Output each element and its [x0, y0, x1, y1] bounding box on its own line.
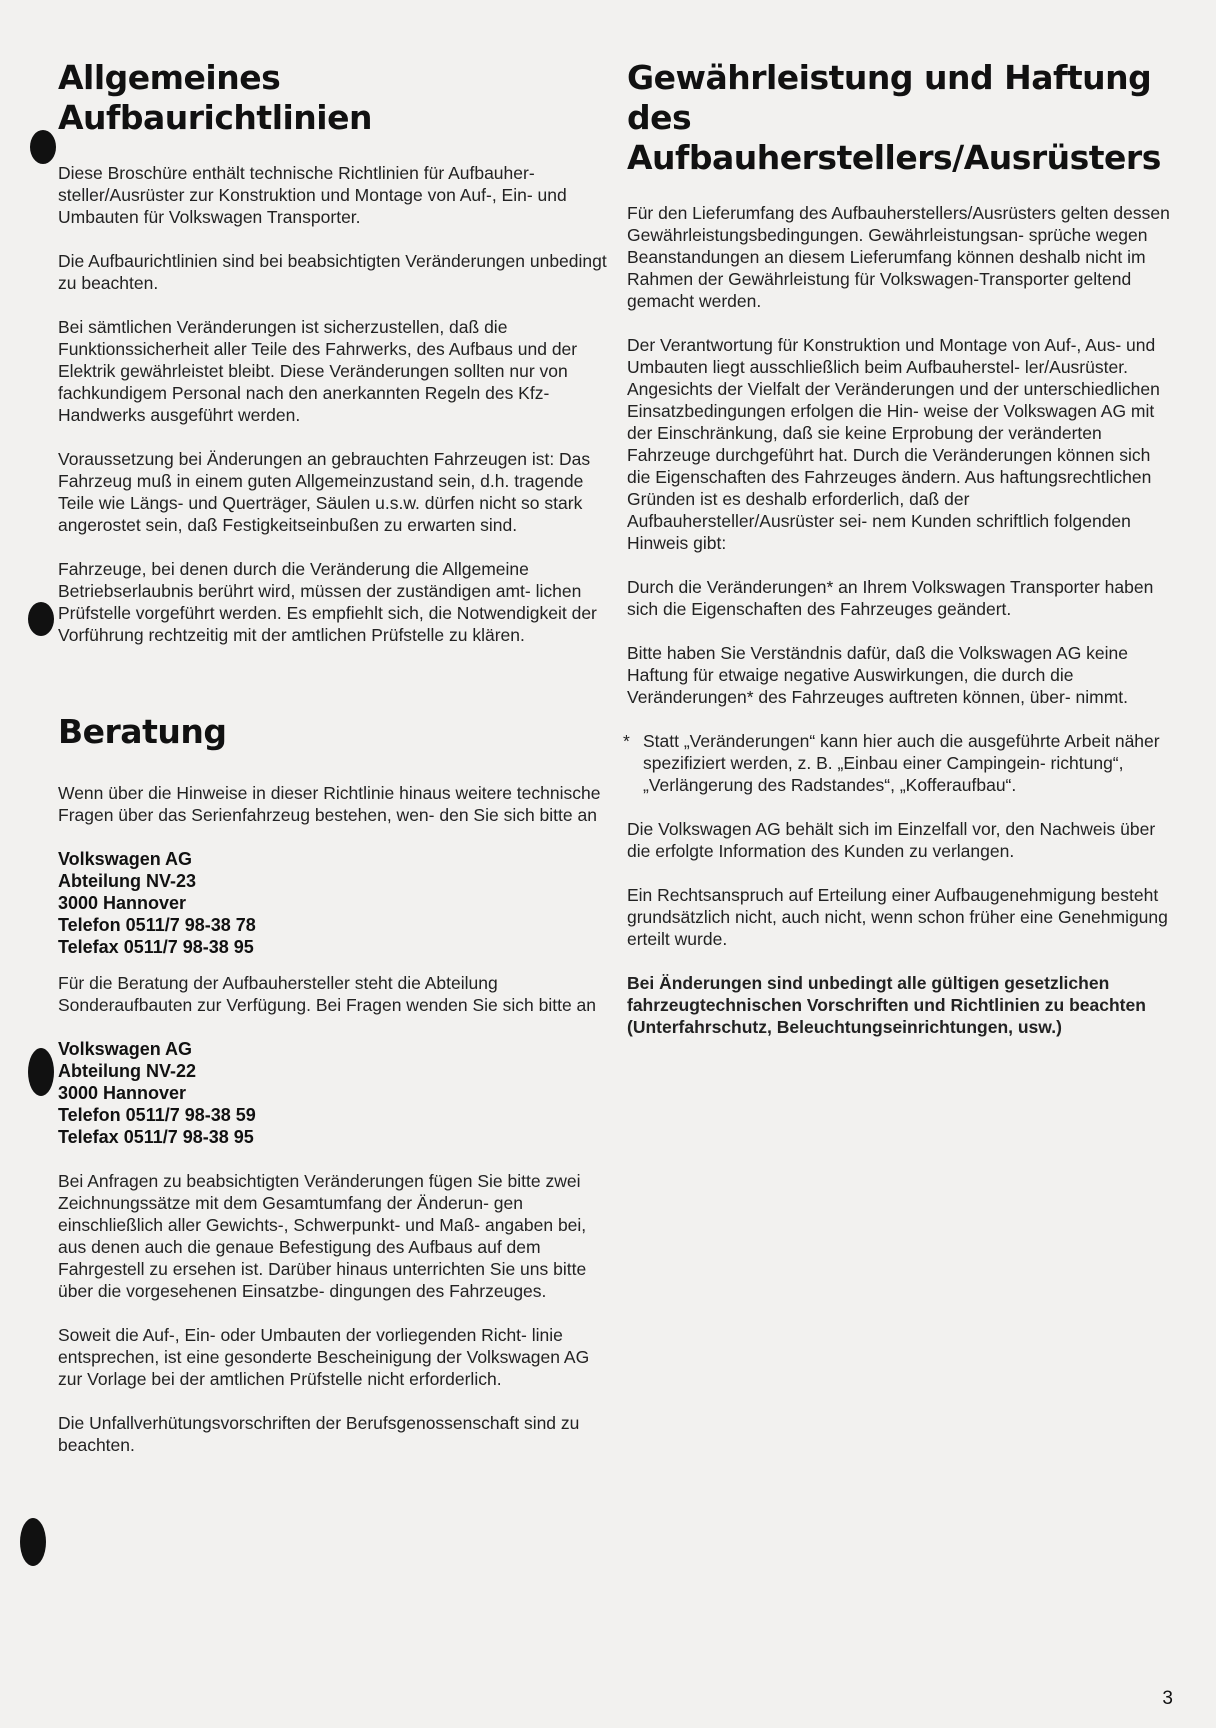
paragraph: Wenn über die Hinweise in dieser Richtlinie hinaus weitere technische Fragen über das Serienfahrzeug bestehen, wen- den Sie sich bitte an: [58, 783, 601, 825]
address-block-nv22: [58, 1038, 610, 1148]
heading-line: Allgemeines: [58, 58, 281, 97]
heading-gewaehrleistung: [627, 58, 1172, 178]
address-line: Volkswagen AG: [58, 1039, 193, 1059]
paragraph: Voraussetzung bei Änderungen an gebrauchten Fahrzeugen ist: Das Fahrzeug muß in einem guten Allgemeinzustand sein, d.h. tragende Teile wie Längs- und Querträger, Säulen u.s.w. dürfen nicht so stark angerostet sein, daß Festigkeitseinbußen zu erwarten sind.: [58, 449, 591, 535]
paragraph: Durch die Veränderungen* an Ihrem Volkswagen Transporter haben sich die Eigenschaften des Fahrzeuges geändert.: [627, 577, 1154, 619]
bold-notice: Bei Änderungen sind unbedingt alle gültigen gesetzlichen fahrzeugtechnischen Vorschriften und Richtlinien zu beachten (Unterfahrschutz, Beleuchtungseinrichtungen, usw.): [627, 973, 1146, 1037]
paragraph: Die Volkswagen AG behält sich im Einzelfall vor, den Nachweis über die erfolgte Information des Kunden zu verlangen.: [627, 819, 1156, 861]
punch-hole-2: [28, 602, 54, 636]
address-block-nv23: [58, 848, 610, 958]
heading-line: des Aufbauherstellers/Ausrüsters: [627, 98, 1161, 177]
paragraph: Für die Beratung der Aufbauhersteller steht die Abteilung Sonderaufbauten zur Verfügung. Bei Fragen wenden Sie sich bitte an: [58, 973, 597, 1015]
paragraph: Diese Broschüre enthält technische Richtlinien für Aufbauher- steller/Ausrüster zur Konstruktion und Montage von Auf-, Ein- und Umbauten für Volkswagen Transporter.: [58, 163, 567, 227]
paragraph: Der Verantwortung für Konstruktion und Montage von Auf-, Aus- und Umbauten liegt ausschließlich beim Aufbauherstel- ler/Ausrüster. Angesichts der Vielfalt der Veränderungen und der unterschiedlichen Einsatzbedingungen erfolgen die Hin- weise der Volkswagen AG mit der Einschränkung, daß sie keine Erprobung der veränderten Fahrzeuge durchgeführt hat. Durch die Veränderungen können sich die Eigenschaften des Fahrzeuges ändern. Aus haftungsrechtlichen Gründen ist es deshalb erforderlich, daß der Aufbauhersteller/Ausrüster sei- nem Kunden schriftlich folgenden Hinweis gibt:: [627, 335, 1160, 553]
address-line: 3000 Hannover: [58, 893, 187, 913]
address-line: Telefon 0511/7 98-38 78: [58, 915, 256, 935]
heading-line: Gewährleistung und Haftung: [627, 58, 1152, 97]
address-line: Telefax 0511/7 98-38 95: [58, 1127, 254, 1147]
page-number: 3: [1162, 1688, 1173, 1709]
paragraph: Die Unfallverhütungsvorschriften der Berufsgenossenschaft sind zu beachten.: [58, 1413, 580, 1455]
punch-hole-3: [28, 1048, 54, 1096]
paragraph: Fahrzeuge, bei denen durch die Veränderung die Allgemeine Betriebserlaubnis berührt wird, müssen der zuständigen amt- lichen Prüfstelle vorgeführt werden. Es empfiehlt sich, die Notwendigkeit der Vorführung rechtzeitig mit der amtlichen Prüfstelle zu klären.: [58, 559, 597, 645]
paragraph: Die Aufbaurichtlinien sind bei beabsichtigten Veränderungen unbedingt zu beachten.: [58, 251, 607, 293]
address-line: 3000 Hannover: [58, 1083, 187, 1103]
paragraph: Bei sämtlichen Veränderungen ist sicherzustellen, daß die Funktionssicherheit aller Teile des Fahrwerks, des Aufbaus und der Elektrik gewährleistet bleibt. Diese Veränderungen sollten nur von fachkundigem Personal nach den anerkannten Regeln des Kfz-Handwerks ausgeführt werden.: [58, 317, 578, 425]
paragraph: Soweit die Auf-, Ein- oder Umbauten der vorliegenden Richt- linie entsprechen, ist eine gesonderte Bescheinigung der Volkswagen AG zur Vorlage bei der amtlichen Prüfstelle nicht erforderlich.: [58, 1325, 590, 1389]
heading-allgemeines: [58, 58, 610, 138]
address-line: Volkswagen AG: [58, 849, 193, 869]
address-line: Telefax 0511/7 98-38 95: [58, 937, 254, 957]
address-line: Abteilung NV-22: [58, 1061, 197, 1081]
footnote: [623, 730, 1172, 796]
paragraph: Bitte haben Sie Verständnis dafür, daß die Volkswagen AG keine Haftung für etwaige negative Auswirkungen, die durch die Veränderungen* des Fahrzeuges auftreten können, über- nimmt.: [627, 643, 1129, 707]
heading-line: Aufbaurichtlinien: [58, 98, 372, 137]
paragraph: Bei Anfragen zu beabsichtigten Veränderungen fügen Sie bitte zwei Zeichnungssätze mit dem Gesamtumfang der Änderun- gen einschließlich aller Gewichts-, Schwerpunkt- und Maß- angaben bei, aus denen auch die genaue Befestigung des Aufbaus auf dem Fahrgestell zu ersehen ist. Darüber hinaus unterrichten Sie uns bitte über die vorgesehenen Einsatzbe- dingungen des Fahrzeuges.: [58, 1171, 587, 1301]
punch-hole-4: [20, 1518, 46, 1566]
paragraph: Ein Rechtsanspruch auf Erteilung einer Aufbaugenehmigung besteht grundsätzlich nicht, auch nicht, wenn schon früher eine Genehmigung erteilt wurde.: [627, 885, 1168, 949]
address-line: Abteilung NV-23: [58, 871, 197, 891]
paragraph: Für den Lieferumfang des Aufbauherstellers/Ausrüsters gelten dessen Gewährleistungsbedingungen. Gewährleistungsan- sprüche wegen Beanstandungen an diesem Lieferumfang können deshalb nicht im Rahmen der Gewährleistung für Volkswagen-Transporter geltend gemacht werden.: [627, 203, 1170, 311]
address-line: Telefon 0511/7 98-38 59: [58, 1105, 256, 1125]
right-column: [623, 58, 1172, 1038]
punch-hole-1: [30, 130, 56, 164]
heading-beratung: Beratung: [58, 712, 227, 751]
footnote-text: Statt „Veränderungen“ kann hier auch die ausgeführte Arbeit näher spezifiziert werden, z. B. „Einbau einer Campingein- richtung“, „Verlängerung des Radstandes“, „Kofferaufbau“.: [643, 731, 1160, 795]
left-column: [58, 58, 610, 1456]
footnote-marker: *: [623, 731, 630, 751]
